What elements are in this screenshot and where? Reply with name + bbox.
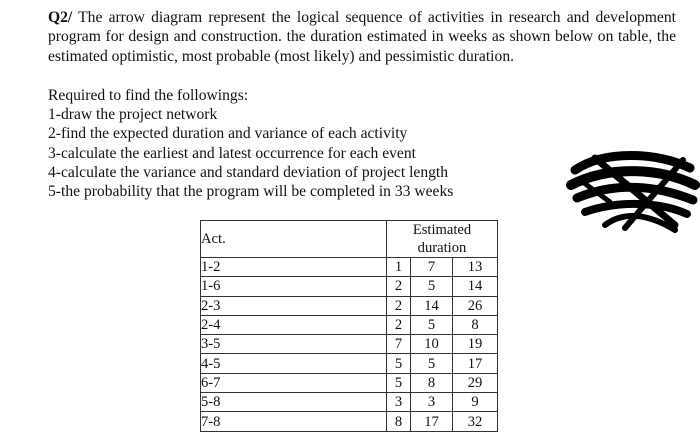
most-likely-cell: 17 — [411, 412, 453, 431]
pessimistic-cell: 13 — [453, 258, 498, 277]
pessimistic-cell: 32 — [453, 412, 498, 431]
activity-cell: 6-7 — [201, 373, 387, 392]
activity-cell: 1-2 — [201, 258, 387, 277]
optimistic-cell: 5 — [387, 354, 411, 373]
table-row — [201, 354, 498, 373]
most-likely-cell: 7 — [411, 258, 453, 277]
optimistic-cell: 8 — [387, 412, 411, 431]
activity-cell: 5-8 — [201, 393, 387, 412]
pessimistic-cell: 9 — [453, 393, 498, 412]
question-number: Q2/ — [48, 9, 73, 26]
activity-column-header: Act. — [201, 221, 387, 258]
pessimistic-cell: 8 — [453, 315, 498, 334]
task-item: 2-find the expected duration and variance of each activity — [48, 125, 408, 143]
requirements-list — [48, 86, 453, 201]
redaction-scribble — [565, 140, 700, 240]
most-likely-cell: 14 — [411, 296, 453, 315]
optimistic-cell: 2 — [387, 296, 411, 315]
table-row — [201, 277, 498, 296]
estimated-duration-header: Estimated duration — [387, 221, 498, 258]
pessimistic-cell: 14 — [453, 277, 498, 296]
optimistic-cell: 5 — [387, 373, 411, 392]
question-paragraph — [48, 8, 676, 66]
activity-cell: 7-8 — [201, 412, 387, 431]
table-body — [201, 258, 498, 432]
task-item: 3-calculate the earliest and latest occurrence for each event — [48, 144, 416, 162]
pessimistic-cell: 29 — [453, 373, 498, 392]
required-heading: Required to find the followings: — [48, 87, 249, 104]
table-row — [201, 373, 498, 392]
activity-cell: 2-4 — [201, 315, 387, 334]
duration-table — [200, 220, 498, 432]
activity-cell: 4-5 — [201, 354, 387, 373]
table-row — [201, 393, 498, 412]
optimistic-cell: 3 — [387, 393, 411, 412]
table-row — [201, 258, 498, 277]
pessimistic-cell: 17 — [453, 354, 498, 373]
optimistic-cell: 1 — [387, 258, 411, 277]
table-row — [201, 315, 498, 334]
activity-cell: 1-6 — [201, 277, 387, 296]
optimistic-cell: 2 — [387, 277, 411, 296]
table-row — [201, 412, 498, 431]
most-likely-cell: 10 — [411, 335, 453, 354]
most-likely-cell: 3 — [411, 393, 453, 412]
most-likely-cell: 5 — [411, 354, 453, 373]
optimistic-cell: 2 — [387, 315, 411, 334]
activity-cell: 2-3 — [201, 296, 387, 315]
task-item: 5-the probability that the program will be completed in 33 weeks — [48, 183, 454, 201]
question-intro: The arrow diagram represent the logical sequence of activities in research and development program for design and construction. the duration estimated in weeks as shown below on table, the estimated optimistic, most probable (most likely) and pessimistic duration. — [48, 9, 676, 65]
table-row — [201, 335, 498, 354]
pessimistic-cell: 26 — [453, 296, 498, 315]
most-likely-cell: 5 — [411, 277, 453, 296]
table-row — [201, 296, 498, 315]
most-likely-cell: 5 — [411, 315, 453, 334]
most-likely-cell: 8 — [411, 373, 453, 392]
task-item: 4-calculate the variance and standard deviation of project length — [48, 163, 449, 181]
task-item: 1-draw the project network — [48, 106, 218, 124]
activity-cell: 3-5 — [201, 335, 387, 354]
optimistic-cell: 7 — [387, 335, 411, 354]
pessimistic-cell: 19 — [453, 335, 498, 354]
